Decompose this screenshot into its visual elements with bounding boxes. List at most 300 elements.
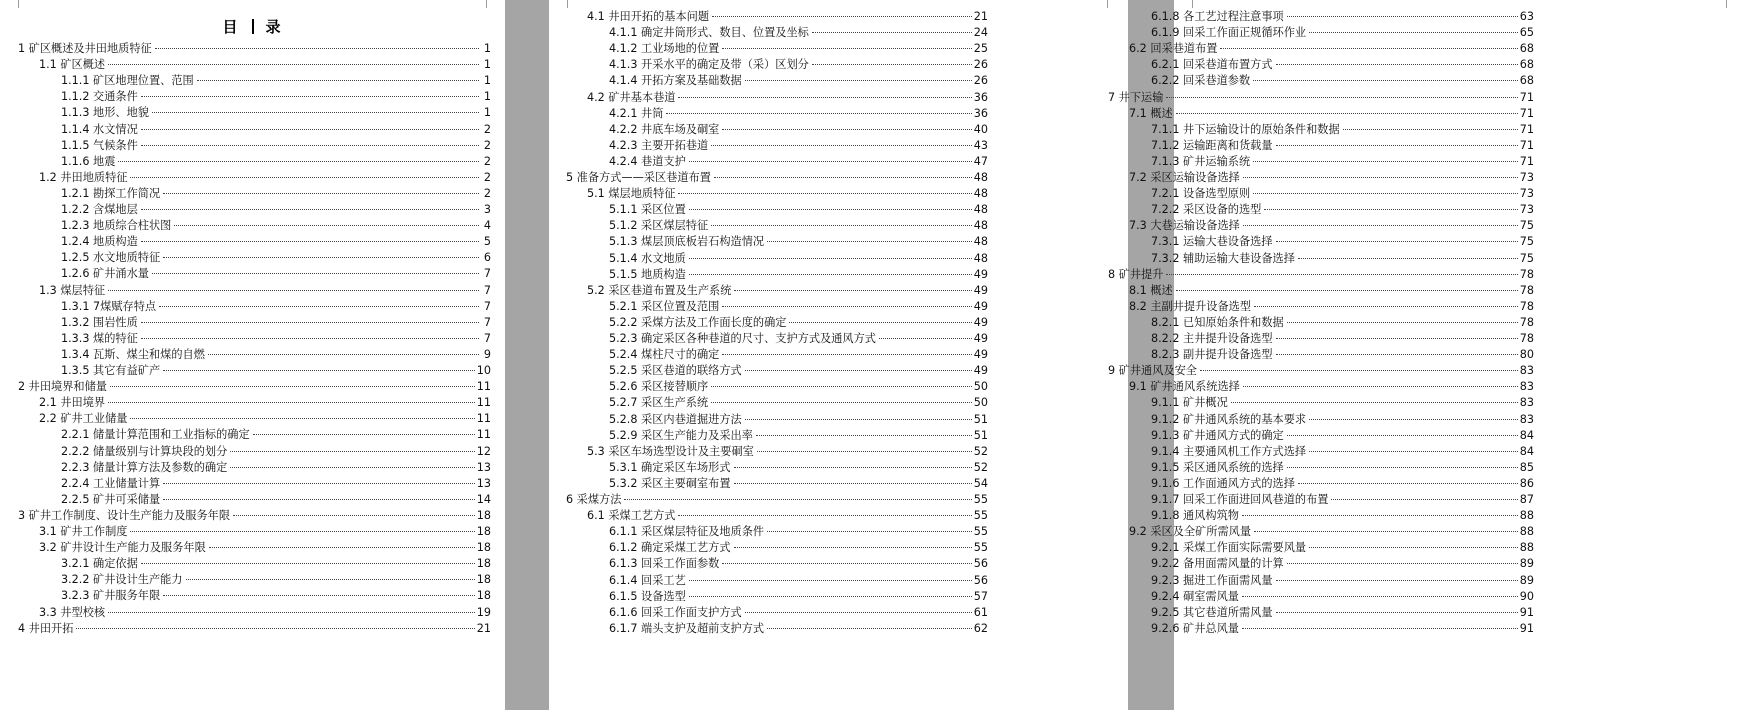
- toc-dot-leader: [722, 129, 971, 130]
- toc-entry[interactable]: [587, 185, 988, 202]
- toc-entry-title: 4.2.4 巷道支护: [609, 154, 686, 168]
- toc-entry[interactable]: [609, 201, 988, 218]
- toc-entry[interactable]: [1129, 282, 1534, 299]
- toc-entry[interactable]: [1151, 8, 1534, 25]
- toc-entry[interactable]: [1151, 72, 1534, 89]
- toc-entry[interactable]: [609, 362, 988, 379]
- toc-entry-title: 3.2 矿井设计生产能力及服务年限: [39, 541, 206, 555]
- toc-dot-leader: [1298, 483, 1518, 484]
- toc-entry[interactable]: [1151, 572, 1534, 589]
- toc-entry[interactable]: [609, 105, 988, 122]
- toc-dot-leader: [714, 177, 972, 178]
- toc-entry[interactable]: [587, 8, 988, 25]
- toc-entry-title: 8.2.3 副井提升设备选型: [1151, 348, 1273, 362]
- toc-entry-page-number: 52: [973, 460, 988, 474]
- toc-dot-leader: [1243, 225, 1518, 226]
- toc-entry-title: 6.1.4 回采工艺: [609, 573, 686, 587]
- toc-dot-leader: [163, 370, 475, 371]
- toc-entry-title: 9.2.3 掘进工作面需风量: [1151, 573, 1273, 587]
- toc-dot-leader: [197, 80, 479, 81]
- toc-entry[interactable]: [609, 572, 988, 589]
- toc-entry-page-number: 55: [973, 525, 988, 539]
- toc-entry[interactable]: [61, 72, 491, 89]
- toc-dot-leader: [711, 402, 972, 403]
- toc-entry-title: 7 井下运输: [1108, 90, 1164, 104]
- toc-entry-title: 4.1 井田开拓的基本问题: [587, 10, 710, 23]
- toc-entry-title: 2 井田境界和储量: [18, 380, 107, 394]
- toc-entry-page-number: 63: [1519, 10, 1534, 23]
- toc-entry[interactable]: [61, 555, 491, 572]
- toc-entry-page-number: 10: [476, 364, 491, 377]
- toc-entry[interactable]: [61, 88, 491, 105]
- toc-entry-page-number: 87: [1519, 493, 1534, 506]
- toc-entry[interactable]: [61, 314, 491, 331]
- toc-entry[interactable]: [1151, 24, 1534, 41]
- toc-entry[interactable]: [609, 588, 988, 605]
- toc-entry-page-number: 91: [1519, 621, 1534, 635]
- toc-dot-leader: [745, 370, 972, 371]
- toc-entry-title: 7.3.2 辅助运输大巷设备选择: [1151, 251, 1295, 265]
- toc-entry[interactable]: [1151, 411, 1534, 428]
- toc-entry[interactable]: [61, 201, 491, 218]
- toc-entry-page-number: 48: [973, 251, 988, 265]
- toc-entry[interactable]: [1151, 588, 1534, 605]
- toc-entry-page-number: 7: [483, 331, 491, 345]
- toc-entry-page-number: 78: [1519, 332, 1534, 345]
- toc-dot-leader: [1343, 129, 1518, 130]
- toc-entry[interactable]: [18, 378, 491, 395]
- toc-entry-page-number: 55: [973, 493, 988, 506]
- toc-entry[interactable]: [609, 604, 988, 621]
- toc-entry-page-number: 7: [483, 315, 491, 329]
- toc-entry[interactable]: [609, 72, 988, 89]
- toc-dot-leader: [108, 612, 475, 613]
- toc-entry-page-number: 56: [973, 573, 988, 587]
- toc-entry-page-number: 7: [483, 299, 491, 313]
- toc-entry[interactable]: [39, 539, 491, 556]
- toc-entry-title: 5.2 采区巷道布置及生产系统: [587, 283, 732, 297]
- toc-dot-leader: [689, 258, 972, 259]
- toc-entry[interactable]: [609, 153, 988, 170]
- toc-entry[interactable]: [39, 394, 491, 411]
- toc-entry-page-number: 18: [476, 508, 491, 522]
- toc-entry[interactable]: [1108, 266, 1534, 283]
- toc-dot-leader: [745, 419, 972, 420]
- toc-entry-title: 1.2.1 勘探工作简况: [61, 186, 161, 200]
- toc-entry-page-number: 50: [973, 380, 988, 394]
- toc-dot-leader: [1243, 386, 1518, 387]
- toc-entry-page-number: 68: [1519, 58, 1534, 72]
- toc-entry[interactable]: [61, 346, 491, 363]
- toc-entry-title: 2.2.4 工业储量计算: [61, 476, 161, 490]
- toc-entry-page-number: 26: [973, 58, 988, 72]
- toc-entry-page-number: 84: [1519, 444, 1534, 458]
- toc-dot-leader: [1166, 274, 1517, 275]
- toc-entry-title: 3.3 井型校核: [39, 605, 106, 619]
- toc-entry-page-number: 7: [483, 283, 491, 297]
- toc-entry[interactable]: [609, 121, 988, 138]
- toc-entry[interactable]: [39, 169, 491, 186]
- toc-dot-leader: [734, 467, 972, 468]
- toc-entry-page-number: 62: [973, 621, 988, 635]
- toc-entry-title: 1.3 煤层特征: [39, 283, 106, 297]
- toc-entry-page-number: 18: [476, 557, 491, 571]
- toc-entry-title: 2.2.5 矿井可采储量: [61, 492, 161, 506]
- toc-entry[interactable]: [1151, 330, 1534, 347]
- toc-dot-leader: [1276, 338, 1518, 339]
- toc-entry-title: 5.2.3 确定采区各种巷道的尺寸、支护方式及通风方式: [609, 332, 876, 345]
- toc-dot-leader: [722, 354, 971, 355]
- toc-entry-title: 7.3.1 运输大巷设备选择: [1151, 235, 1273, 249]
- toc-dot-leader: [722, 48, 971, 49]
- toc-entry[interactable]: [61, 249, 491, 266]
- toc-entry-title: 8.2.1 已知原始条件和数据: [1151, 315, 1284, 329]
- toc-dot-leader: [734, 290, 971, 291]
- toc-dot-leader: [1309, 547, 1518, 548]
- toc-entry[interactable]: [39, 282, 491, 299]
- toc-heading-char-1: 目: [222, 18, 240, 36]
- toc-entry[interactable]: [18, 507, 491, 524]
- toc-entry-page-number: 48: [973, 219, 988, 233]
- toc-entry-title: 8.2 主副井提升设备选型: [1129, 299, 1252, 313]
- toc-entry[interactable]: [61, 153, 491, 170]
- document-page-3: [1108, 0, 1744, 710]
- toc-entry-title: 5.1.2 采区煤层特征: [609, 219, 709, 233]
- toc-entry-title: 8.1 概述: [1129, 283, 1173, 297]
- corner-crop-mark: [1192, 0, 1193, 8]
- toc-entry[interactable]: [609, 250, 988, 267]
- toc-entry[interactable]: [587, 443, 988, 460]
- toc-entry[interactable]: [587, 507, 988, 524]
- toc-dot-leader: [152, 112, 479, 113]
- toc-entry-title: 8.2.2 主井提升设备选型: [1151, 332, 1273, 345]
- toc-entry[interactable]: [1108, 89, 1534, 106]
- toc-dot-leader: [678, 515, 971, 516]
- toc-entry-page-number: 21: [476, 621, 491, 635]
- toc-entry[interactable]: [1151, 539, 1534, 556]
- toc-entry-page-number: 78: [1519, 267, 1534, 281]
- toc-entry-page-number: 75: [1519, 235, 1534, 249]
- toc-entry-title: 9.1.4 主要通风机工作方式选择: [1151, 444, 1307, 458]
- toc-entry[interactable]: [609, 427, 988, 444]
- toc-entry[interactable]: [609, 330, 988, 347]
- toc-dot-leader: [152, 273, 479, 274]
- toc-dot-leader: [789, 322, 971, 323]
- toc-entry-page-number: 89: [1519, 573, 1534, 587]
- toc-entry-title: 4.1.2 工业场地的位置: [609, 42, 720, 56]
- toc-dot-leader: [163, 193, 479, 194]
- toc-entry-page-number: 1: [483, 74, 491, 88]
- toc-entry-page-number: 73: [1519, 187, 1534, 201]
- toc-entry-title: 9.2.2 备用面需风量的计算: [1151, 557, 1284, 571]
- toc-entry[interactable]: [609, 40, 988, 57]
- toc-entry-title: 1.2.5 水文地质特征: [61, 251, 161, 265]
- toc-dot-leader: [230, 451, 474, 452]
- toc-entry[interactable]: [609, 298, 988, 315]
- toc-entry-title: 1.1.3 地形、地貌: [61, 106, 149, 120]
- toc-entry-page-number: 49: [973, 332, 988, 345]
- toc-dot-leader: [1176, 290, 1518, 291]
- toc-dot-leader: [1287, 322, 1518, 323]
- toc-entry-page-number: 2: [483, 122, 491, 136]
- toc-entry-page-number: 2: [483, 186, 491, 200]
- toc-entry[interactable]: [609, 217, 988, 234]
- toc-entry-page-number: 90: [1519, 589, 1534, 603]
- toc-dot-leader: [1287, 16, 1518, 17]
- toc-entry-title: 6 采煤方法: [566, 493, 622, 506]
- toc-entry-page-number: 85: [1519, 460, 1534, 474]
- toc-dot-leader: [689, 580, 972, 581]
- toc-entry-page-number: 88: [1519, 509, 1534, 523]
- toc-entry[interactable]: [609, 394, 988, 411]
- toc-entry-page-number: 57: [973, 589, 988, 603]
- toc-entry-title: 5.2.1 采区位置及范围: [609, 299, 720, 313]
- toc-entry[interactable]: [1151, 233, 1534, 250]
- toc-dot-leader: [1231, 402, 1518, 403]
- toc-entry[interactable]: [1151, 507, 1534, 524]
- toc-entry[interactable]: [587, 282, 988, 299]
- toc-dot-leader: [734, 483, 972, 484]
- toc-entry[interactable]: [1151, 121, 1534, 138]
- toc-entry[interactable]: [1151, 153, 1534, 170]
- toc-dot-leader: [1242, 515, 1518, 516]
- toc-entry-page-number: 68: [1519, 42, 1534, 56]
- toc-entry[interactable]: [609, 233, 988, 250]
- toc-entry[interactable]: [39, 523, 491, 540]
- toc-dot-leader: [689, 274, 972, 275]
- toc-dot-leader: [711, 386, 972, 387]
- toc-entry[interactable]: [609, 24, 988, 41]
- toc-entry[interactable]: [1151, 491, 1534, 508]
- toc-dot-leader: [745, 80, 972, 81]
- toc-entry-title: 9.1.3 矿井通风方式的确定: [1151, 428, 1284, 442]
- toc-entry-title: 6.1.5 设备选型: [609, 589, 686, 603]
- toc-entry[interactable]: [1151, 201, 1534, 218]
- toc-entry-title: 6.2 回采巷道布置: [1129, 42, 1218, 56]
- toc-entry-page-number: 49: [973, 283, 988, 297]
- toc-dot-leader: [118, 161, 479, 162]
- toc-entry-title: 2.2 矿井工业储量: [39, 412, 128, 426]
- toc-dot-leader: [1166, 97, 1517, 98]
- toc-entry-title: 8 矿井提升: [1108, 267, 1164, 281]
- toc-entry[interactable]: [609, 411, 988, 428]
- toc-dot-leader: [722, 563, 971, 564]
- toc-entry-page-number: 75: [1519, 219, 1534, 233]
- toc-dot-leader: [689, 596, 972, 597]
- toc-entry[interactable]: [39, 604, 491, 621]
- toc-dot-leader: [1264, 209, 1517, 210]
- toc-entry-title: 6.1 采煤工艺方式: [587, 509, 676, 523]
- toc-entry-title: 1.1.1 矿区地理位置、范围: [61, 74, 194, 88]
- toc-dot-leader: [1276, 241, 1518, 242]
- toc-entry-page-number: 26: [973, 74, 988, 88]
- toc-entry-page-number: 65: [1519, 26, 1534, 40]
- toc-entry-title: 1.3.1 7煤赋存特点: [61, 299, 157, 313]
- toc-entry[interactable]: [1151, 620, 1534, 637]
- toc-entry[interactable]: [609, 620, 988, 637]
- toc-entry[interactable]: [61, 298, 491, 315]
- toc-dot-leader: [108, 64, 479, 65]
- toc-entry[interactable]: [609, 523, 988, 540]
- toc-dot-leader: [1242, 596, 1518, 597]
- toc-entry[interactable]: [609, 378, 988, 395]
- toc-entry[interactable]: [61, 265, 491, 282]
- toc-entry[interactable]: [1151, 394, 1534, 411]
- toc-entry[interactable]: [609, 539, 988, 556]
- toc-entry[interactable]: [1129, 169, 1534, 186]
- toc-dot-leader: [163, 257, 479, 258]
- toc-entry[interactable]: [566, 169, 988, 186]
- toc-entry-page-number: 83: [1519, 396, 1534, 410]
- toc-entry[interactable]: [1151, 459, 1534, 476]
- toc-entry-page-number: 84: [1519, 428, 1534, 442]
- toc-dot-leader: [678, 193, 971, 194]
- toc-entry-page-number: 40: [973, 122, 988, 136]
- toc-entry[interactable]: [587, 89, 988, 106]
- toc-entry[interactable]: [61, 330, 491, 347]
- toc-entry-page-number: 80: [1519, 348, 1534, 362]
- toc-entry[interactable]: [1151, 250, 1534, 267]
- toc-entry[interactable]: [39, 56, 491, 73]
- toc-entry[interactable]: [61, 443, 491, 460]
- toc-entry[interactable]: [61, 426, 491, 443]
- toc-entry-title: 7.1.2 运输距离和货载量: [1151, 138, 1273, 152]
- toc-entry[interactable]: [61, 491, 491, 508]
- toc-entry[interactable]: [61, 137, 491, 154]
- toc-dot-leader: [108, 290, 479, 291]
- toc-entry[interactable]: [18, 40, 491, 57]
- document-page-1: [0, 0, 505, 710]
- toc-entry[interactable]: [39, 410, 491, 427]
- toc-entry[interactable]: [1129, 217, 1534, 234]
- toc-entry[interactable]: [1151, 185, 1534, 202]
- toc-dot-leader: [1253, 161, 1518, 162]
- toc-dot-leader: [230, 467, 474, 468]
- toc-entry-page-number: 68: [1519, 74, 1534, 88]
- toc-entry-page-number: 78: [1519, 299, 1534, 313]
- toc-dot-leader: [141, 241, 479, 242]
- toc-entry[interactable]: [609, 56, 988, 73]
- toc-entry[interactable]: [609, 346, 988, 363]
- toc-entry-title: 9.1.6 工作面通风方式的选择: [1151, 476, 1295, 490]
- toc-entry[interactable]: [1129, 378, 1534, 395]
- toc-entry-title: 1.2.3 地质综合柱状图: [61, 219, 172, 233]
- toc-entry-page-number: 1: [483, 42, 491, 55]
- toc-entry-page-number: 21: [973, 10, 988, 23]
- toc-entry[interactable]: [61, 362, 491, 379]
- toc-entry[interactable]: [1129, 298, 1534, 315]
- toc-entry-title: 1.1.4 水文情况: [61, 122, 138, 136]
- corner-crop-mark: [18, 0, 19, 8]
- toc-entry-page-number: 36: [973, 90, 988, 104]
- toc-dot-leader: [624, 499, 971, 500]
- toc-entry-title: 1.1.5 气候条件: [61, 138, 138, 152]
- toc-entry[interactable]: [1129, 40, 1534, 57]
- toc-dot-leader: [130, 531, 474, 532]
- toc-entry[interactable]: [1151, 56, 1534, 73]
- toc-entry[interactable]: [609, 459, 988, 476]
- toc-entry-page-number: 88: [1519, 541, 1534, 555]
- toc-entry-title: 1 矿区概述及井田地质特征: [18, 42, 152, 55]
- toc-entry[interactable]: [61, 571, 491, 588]
- toc-entry-page-number: 71: [1519, 154, 1534, 168]
- toc-dot-leader: [1276, 354, 1518, 355]
- toc-entry-title: 2.2.3 储量计算方法及参数的确定: [61, 460, 228, 474]
- toc-entry-title: 3.2.2 矿井设计生产能力: [61, 573, 183, 587]
- toc-entry[interactable]: [609, 555, 988, 572]
- toc-entry[interactable]: [1108, 362, 1534, 379]
- toc-entry[interactable]: [61, 217, 491, 234]
- toc-dot-leader: [174, 225, 479, 226]
- toc-dot-leader: [1287, 435, 1518, 436]
- toc-entry-page-number: 7: [483, 267, 491, 281]
- toc-dot-leader: [110, 386, 475, 387]
- toc-entry-page-number: 19: [476, 605, 491, 619]
- toc-entry[interactable]: [61, 104, 491, 121]
- toc-dot-leader: [1309, 451, 1518, 452]
- toc-entry-title: 1.1.2 交通条件: [61, 90, 138, 104]
- toc-entry[interactable]: [1151, 314, 1534, 331]
- toc-entry[interactable]: [609, 266, 988, 283]
- toc-entry-title: 5.1.4 水文地质: [609, 251, 686, 265]
- toc-entry[interactable]: [61, 185, 491, 202]
- toc-entry[interactable]: [1129, 105, 1534, 122]
- toc-entry-page-number: 88: [1519, 525, 1534, 539]
- toc-entry-title: 5.3.1 确定采区车场形式: [609, 460, 731, 474]
- toc-entry-title: 9.1.1 矿井概况: [1151, 396, 1228, 410]
- toc-dot-leader: [159, 306, 479, 307]
- toc-entry[interactable]: [61, 475, 491, 492]
- toc-entry-title: 6.2.2 回采巷道参数: [1151, 74, 1251, 88]
- toc-entry-title: 2.2.2 储量级别与计算块段的划分: [61, 444, 228, 458]
- toc-entry[interactable]: [1151, 137, 1534, 154]
- toc-entry[interactable]: [1151, 475, 1534, 492]
- toc-entry-title: 3.2.1 确定依据: [61, 557, 138, 571]
- toc-entry[interactable]: [18, 620, 491, 637]
- toc-entry-title: 7.2 采区运输设备选择: [1129, 171, 1240, 184]
- toc-entry[interactable]: [1129, 523, 1534, 540]
- toc-entry-title: 1.2 井田地质特征: [39, 170, 128, 184]
- toc-entry[interactable]: [61, 587, 491, 604]
- toc-entry-title: 4.2.2 井底车场及硐室: [609, 122, 720, 136]
- toc-entry[interactable]: [566, 491, 988, 508]
- toc-entry[interactable]: [1151, 427, 1534, 444]
- toc-entry-page-number: 11: [476, 396, 491, 410]
- toc-dot-leader: [1309, 32, 1518, 33]
- toc-entry[interactable]: [1151, 443, 1534, 460]
- toc-entry[interactable]: [61, 459, 491, 476]
- toc-entry-title: 9.2.4 硐室需风量: [1151, 589, 1239, 603]
- toc-entry[interactable]: [609, 475, 988, 492]
- toc-entry[interactable]: [61, 121, 491, 138]
- toc-entry[interactable]: [1151, 346, 1534, 363]
- toc-entry-page-number: 36: [973, 106, 988, 120]
- toc-entry-page-number: 48: [973, 235, 988, 249]
- toc-entry-page-number: 49: [973, 299, 988, 313]
- toc-entry-title: 5.2.5 采区巷道的联络方式: [609, 364, 742, 378]
- toc-entry-title: 4.1.1 确定井筒形式、数目、位置及坐标: [609, 26, 809, 40]
- toc-dot-leader: [141, 322, 479, 323]
- toc-entry[interactable]: [1151, 604, 1534, 621]
- toc-entry-page-number: 24: [973, 26, 988, 40]
- toc-entry[interactable]: [609, 137, 988, 154]
- toc-entry[interactable]: [61, 233, 491, 250]
- toc-entry-title: 4.2 矿井基本巷道: [587, 90, 676, 104]
- toc-dot-leader: [155, 48, 479, 49]
- toc-entry-page-number: 49: [973, 348, 988, 362]
- toc-entry[interactable]: [1151, 555, 1534, 572]
- toc-entry[interactable]: [609, 314, 988, 331]
